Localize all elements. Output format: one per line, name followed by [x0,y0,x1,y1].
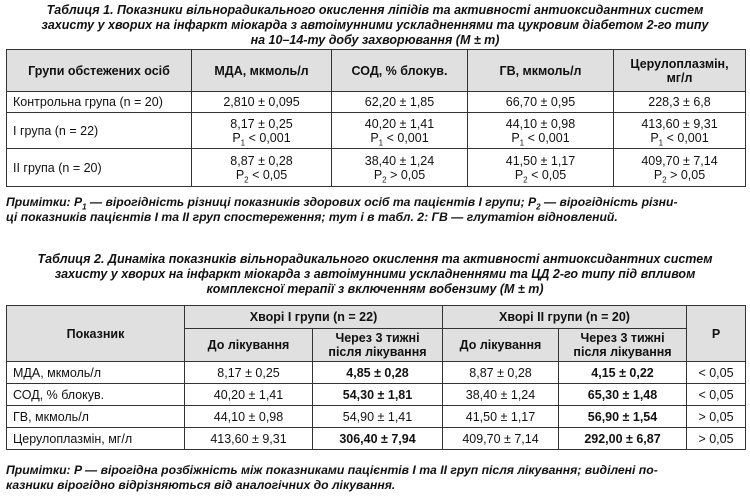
header-after: Через 3 тижні після лікування [313,329,443,362]
header-group2: Хворі II групи (n = 20) [443,306,687,329]
table2-caption [0,252,750,297]
cell-value: 409,70 ± 7,14 [443,428,559,450]
table-row [7,362,746,384]
header-after: Через 3 тижні після лікування [559,329,687,362]
caption-line: комплексної терапії з включенням вобензиму (M ± m) [206,282,544,296]
cell-p: < 0,05 [687,384,746,406]
cell-value: 38,40 ± 1,24 [443,384,559,406]
header-cer: Церулоплазмін, мг/л [614,50,746,92]
group-label: I група (n = 22) [7,113,192,149]
indicator-label: СОД, % блокув. [7,384,185,406]
header-mda: МДА, мкмоль/л [192,50,332,92]
indicator-label: ГВ, мкмоль/л [7,406,185,428]
table-row [7,406,746,428]
table2-header-row [7,306,746,329]
cell-value: 41,50 ± 1,17 $P_2 < 0,05$ [468,149,614,187]
cell-p: < 0,05 [687,362,746,384]
table1-note: Примітки: $P_1$ — вірогідність різниці показників здорових осіб та пацієнтів I групи; $P_2$ — вірогідність різни- ці показників пацієнтів I та II груп спостереження; тут і в табл. 2: ГВ — глутатіон відновлений. [6,195,678,224]
cell-value: 56,90 ± 1,54 [559,406,687,428]
cell-value: 4,15 ± 0,22 [559,362,687,384]
cell-value: 292,00 ± 6,87 [559,428,687,450]
cell-value: 2,810 ± 0,095 [192,92,332,113]
header-before: До лікування [185,329,313,362]
table2 [6,305,746,450]
header-before: До лікування [443,329,559,362]
cell-value: 44,10 ± 0,98 $P_1 < 0,001$ [468,113,614,149]
cell-value: 54,30 ± 1,81 [313,384,443,406]
header-indicator: Показник [7,306,185,362]
group-label: II група (n = 20) [7,149,192,187]
caption-line: Таблиця 1. Показники вільнорадикального окислення ліпідів та активності антиоксидантних систем [46,3,704,17]
caption-line: захисту у хворих на інфаркт міокарда з автоімунними ускладненнями та цукровим діабетом 2-го типу [41,18,709,32]
cell-value: 413,60 ± 9,31 $P_1 < 0,001$ [614,113,746,149]
header-p: P [687,306,746,362]
cell-value: 409,70 ± 7,14 $P_2 > 0,05$ [614,149,746,187]
cell-value: 8,87 ± 0,28 [443,362,559,384]
cell-value: 41,50 ± 1,17 [443,406,559,428]
cell-value: 4,85 ± 0,28 [313,362,443,384]
table-row [7,384,746,406]
table-row [7,113,746,149]
cell-value: 54,90 ± 1,41 [313,406,443,428]
indicator-label: Церулоплазмін, мг/л [7,428,185,450]
caption-line: Таблиця 2. Динаміка показників вільнорадикального окислення та активності антиоксидантних систем [37,252,713,266]
cell-value: 306,40 ± 7,94 [313,428,443,450]
cell-value: 38,40 ± 1,24 $P_2 > 0,05$ [332,149,468,187]
table1-header-row [7,50,746,92]
table1-caption [0,3,750,48]
cell-value: 40,20 ± 1,41 [185,384,313,406]
cell-value: 413,60 ± 9,31 [185,428,313,450]
header-group1: Хворі I групи (n = 22) [185,306,443,329]
cell-value: 228,3 ± 6,8 [614,92,746,113]
caption-line: на 10–14-ту добу захворювання (M ± m) [250,33,500,47]
table2-note: Примітки: P — вірогідна розбіжність між показниками пацієнтів I та II груп після лікування; виділені по- казники вірогідно відрізняються від аналогічних до лікування. [6,463,658,492]
cell-p: > 0,05 [687,406,746,428]
table1 [6,49,746,187]
cell-value: 44,10 ± 0,98 [185,406,313,428]
caption-line: захисту у хворих на інфаркт міокарда з автоімунними ускладненнями та ЦД 2-го типу під впливом [54,267,696,281]
cell-value: 8,87 ± 0,28 $P_2 < 0,05$ [192,149,332,187]
header-gv: ГВ, мкмоль/л [468,50,614,92]
cell-value: 66,70 ± 0,95 [468,92,614,113]
cell-value: 8,17 ± 0,25 $P_1 < 0,001$ [192,113,332,149]
header-groups: Групи обстежених осіб [7,50,192,92]
cell-value: 65,30 ± 1,48 [559,384,687,406]
cell-value: 62,20 ± 1,85 [332,92,468,113]
group-label: Контрольна група (n = 20) [7,92,192,113]
table-row [7,428,746,450]
cell-p: > 0,05 [687,428,746,450]
indicator-label: МДА, мкмоль/л [7,362,185,384]
header-sod: СОД, % блокув. [332,50,468,92]
table-row [7,149,746,187]
table-row [7,92,746,113]
cell-value: 8,17 ± 0,25 [185,362,313,384]
cell-value: 40,20 ± 1,41 $P_1 < 0,001$ [332,113,468,149]
